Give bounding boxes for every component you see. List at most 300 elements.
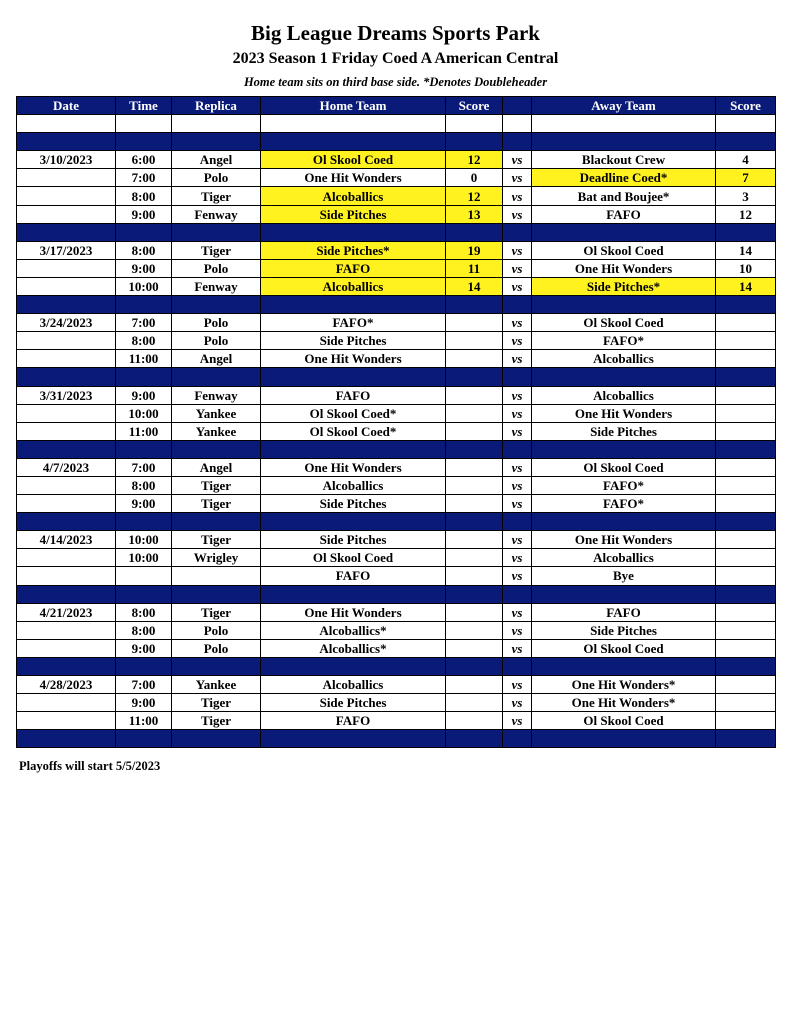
away-score [716, 495, 776, 513]
game-date: 4/21/2023 [17, 603, 116, 621]
game-time: 9:00 [116, 386, 172, 404]
game-time: 11:00 [116, 422, 172, 440]
week-separator [17, 657, 776, 675]
home-score [446, 495, 503, 513]
blank-cell [17, 115, 116, 133]
separator-cell [172, 513, 261, 531]
game-date [17, 350, 116, 368]
separator-cell [532, 440, 716, 458]
away-team: Alcoballics [532, 350, 716, 368]
game-replica: Fenway [172, 386, 261, 404]
separator-cell [116, 440, 172, 458]
blank-cell [172, 115, 261, 133]
game-date [17, 639, 116, 657]
game-row [17, 639, 776, 657]
away-team: Side Pitches* [532, 277, 716, 295]
home-score: 12 [446, 187, 503, 205]
away-score [716, 676, 776, 694]
home-team: One Hit Wonders [261, 169, 446, 187]
col-header-date: Date [17, 97, 116, 115]
away-score [716, 350, 776, 368]
separator-cell [17, 223, 116, 241]
game-date: 3/31/2023 [17, 386, 116, 404]
separator-cell [532, 513, 716, 531]
game-date [17, 712, 116, 730]
week-separator [17, 368, 776, 386]
away-team: One Hit Wonders* [532, 694, 716, 712]
vs-label: vs [503, 676, 532, 694]
vs-label: vs [503, 386, 532, 404]
game-time: 9:00 [116, 259, 172, 277]
blank-cell [116, 115, 172, 133]
home-team: Alcoballics [261, 187, 446, 205]
game-date [17, 169, 116, 187]
game-date [17, 476, 116, 494]
game-date [17, 187, 116, 205]
game-replica: Polo [172, 169, 261, 187]
game-date: 3/10/2023 [17, 151, 116, 169]
vs-label: vs [503, 241, 532, 259]
game-date [17, 621, 116, 639]
home-team: FAFO [261, 712, 446, 730]
game-time: 8:00 [116, 603, 172, 621]
home-score [446, 404, 503, 422]
col-header-time: Time [116, 97, 172, 115]
home-team: Alcoballics* [261, 639, 446, 657]
week-separator [17, 730, 776, 748]
home-score [446, 603, 503, 621]
home-score: 11 [446, 259, 503, 277]
separator-cell [716, 730, 776, 748]
game-date [17, 567, 116, 585]
away-score [716, 314, 776, 332]
separator-cell [116, 223, 172, 241]
game-row [17, 694, 776, 712]
game-row [17, 476, 776, 494]
week-separator [17, 585, 776, 603]
separator-cell [172, 133, 261, 151]
home-team: Alcoballics [261, 676, 446, 694]
col-header-away-team: Away Team [532, 97, 716, 115]
game-replica: Polo [172, 639, 261, 657]
game-replica: Polo [172, 259, 261, 277]
game-replica: Yankee [172, 404, 261, 422]
home-score: 13 [446, 205, 503, 223]
away-score: 14 [716, 241, 776, 259]
separator-cell [172, 657, 261, 675]
col-header-away-score: Score [716, 97, 776, 115]
game-date: 4/7/2023 [17, 458, 116, 476]
separator-cell [446, 133, 503, 151]
away-team: One Hit Wonders [532, 404, 716, 422]
away-score [716, 567, 776, 585]
game-time: 7:00 [116, 314, 172, 332]
game-date [17, 205, 116, 223]
separator-cell [716, 513, 776, 531]
game-time: 10:00 [116, 549, 172, 567]
separator-cell [261, 368, 446, 386]
blank-cell [716, 115, 776, 133]
away-score [716, 603, 776, 621]
separator-cell [532, 585, 716, 603]
home-team: One Hit Wonders [261, 603, 446, 621]
home-score [446, 314, 503, 332]
week-separator [17, 440, 776, 458]
home-team: Alcoballics* [261, 621, 446, 639]
away-score [716, 531, 776, 549]
away-team: Alcoballics [532, 386, 716, 404]
game-date [17, 259, 116, 277]
away-score [716, 332, 776, 350]
away-score: 7 [716, 169, 776, 187]
separator-cell [503, 296, 532, 314]
game-time: 6:00 [116, 151, 172, 169]
separator-cell [17, 730, 116, 748]
away-team: Ol Skool Coed [532, 458, 716, 476]
game-time: 8:00 [116, 476, 172, 494]
vs-label: vs [503, 458, 532, 476]
separator-cell [716, 585, 776, 603]
away-team: Bye [532, 567, 716, 585]
separator-cell [172, 368, 261, 386]
page-title: Big League Dreams Sports Park [251, 21, 540, 45]
blank-cell [503, 115, 532, 133]
away-score [716, 422, 776, 440]
separator-cell [716, 223, 776, 241]
separator-cell [503, 513, 532, 531]
vs-label: vs [503, 350, 532, 368]
game-row [17, 187, 776, 205]
home-team: Side Pitches [261, 205, 446, 223]
game-date: 3/24/2023 [17, 314, 116, 332]
separator-cell [261, 657, 446, 675]
game-row [17, 277, 776, 295]
week-separator [17, 133, 776, 151]
game-time [116, 567, 172, 585]
vs-label: vs [503, 332, 532, 350]
vs-label: vs [503, 422, 532, 440]
separator-cell [116, 657, 172, 675]
game-date: 4/14/2023 [17, 531, 116, 549]
game-row [17, 603, 776, 621]
game-replica: Tiger [172, 603, 261, 621]
vs-label: vs [503, 567, 532, 585]
vs-label: vs [503, 277, 532, 295]
game-row [17, 151, 776, 169]
separator-cell [716, 296, 776, 314]
game-time: 9:00 [116, 205, 172, 223]
vs-label: vs [503, 169, 532, 187]
vs-label: vs [503, 495, 532, 513]
vs-label: vs [503, 314, 532, 332]
game-row [17, 549, 776, 567]
away-team: FAFO* [532, 476, 716, 494]
separator-cell [446, 585, 503, 603]
game-replica: Fenway [172, 277, 261, 295]
home-team: Side Pitches [261, 495, 446, 513]
home-team: Side Pitches [261, 332, 446, 350]
separator-cell [172, 440, 261, 458]
separator-cell [116, 296, 172, 314]
separator-cell [261, 296, 446, 314]
separator-cell [17, 296, 116, 314]
home-team: Ol Skool Coed [261, 151, 446, 169]
away-team: Ol Skool Coed [532, 241, 716, 259]
away-score: 3 [716, 187, 776, 205]
separator-cell [261, 730, 446, 748]
game-time: 10:00 [116, 277, 172, 295]
blank-cell [446, 115, 503, 133]
game-time: 9:00 [116, 694, 172, 712]
separator-cell [116, 133, 172, 151]
home-score: 14 [446, 277, 503, 295]
game-time: 7:00 [116, 169, 172, 187]
away-team: Ol Skool Coed [532, 712, 716, 730]
game-time: 8:00 [116, 241, 172, 259]
home-score [446, 621, 503, 639]
separator-cell [116, 513, 172, 531]
game-time: 8:00 [116, 187, 172, 205]
separator-cell [532, 730, 716, 748]
game-row [17, 422, 776, 440]
game-replica: Polo [172, 621, 261, 639]
away-team: One Hit Wonders [532, 531, 716, 549]
schedule-note: Home team sits on third base side. *Denotes Doubleheader [243, 75, 548, 89]
game-row [17, 495, 776, 513]
away-team: Side Pitches [532, 621, 716, 639]
away-team: FAFO* [532, 495, 716, 513]
game-row [17, 205, 776, 223]
game-row [17, 169, 776, 187]
game-time: 10:00 [116, 531, 172, 549]
playoffs-note: Playoffs will start 5/5/2023 [19, 759, 161, 773]
game-replica: Angel [172, 458, 261, 476]
home-team: Ol Skool Coed [261, 549, 446, 567]
game-row [17, 404, 776, 422]
separator-cell [716, 657, 776, 675]
vs-label: vs [503, 476, 532, 494]
home-team: Alcoballics [261, 277, 446, 295]
home-score [446, 694, 503, 712]
game-row [17, 621, 776, 639]
vs-label: vs [503, 205, 532, 223]
separator-cell [17, 513, 116, 531]
separator-cell [716, 368, 776, 386]
week-separator [17, 513, 776, 531]
game-row [17, 332, 776, 350]
home-score [446, 567, 503, 585]
game-time: 7:00 [116, 458, 172, 476]
game-row [17, 531, 776, 549]
game-replica: Tiger [172, 476, 261, 494]
away-score [716, 621, 776, 639]
home-score [446, 422, 503, 440]
game-row [17, 567, 776, 585]
separator-cell [446, 223, 503, 241]
home-score [446, 639, 503, 657]
home-team: FAFO* [261, 314, 446, 332]
separator-cell [716, 133, 776, 151]
away-score [716, 549, 776, 567]
vs-label: vs [503, 259, 532, 277]
separator-cell [172, 585, 261, 603]
separator-cell [116, 730, 172, 748]
separator-cell [17, 657, 116, 675]
col-header-home-score: Score [446, 97, 503, 115]
separator-cell [532, 296, 716, 314]
game-replica [172, 567, 261, 585]
game-replica: Angel [172, 350, 261, 368]
game-replica: Tiger [172, 712, 261, 730]
game-replica: Yankee [172, 676, 261, 694]
home-team: Alcoballics [261, 476, 446, 494]
col-header-vs [503, 97, 532, 115]
separator-cell [532, 657, 716, 675]
blank-cell [532, 115, 716, 133]
week-separator [17, 296, 776, 314]
game-time: 10:00 [116, 404, 172, 422]
home-team: FAFO [261, 567, 446, 585]
home-score [446, 350, 503, 368]
game-time: 9:00 [116, 639, 172, 657]
separator-cell [446, 368, 503, 386]
vs-label: vs [503, 404, 532, 422]
away-team: FAFO [532, 205, 716, 223]
col-header-replica: Replica [172, 97, 261, 115]
game-replica: Tiger [172, 495, 261, 513]
away-team: Alcoballics [532, 549, 716, 567]
away-score [716, 386, 776, 404]
home-score [446, 332, 503, 350]
game-date [17, 332, 116, 350]
away-score: 10 [716, 259, 776, 277]
vs-label: vs [503, 531, 532, 549]
blank-row [17, 115, 776, 133]
game-row [17, 241, 776, 259]
home-team: One Hit Wonders [261, 458, 446, 476]
game-replica: Wrigley [172, 549, 261, 567]
home-team: One Hit Wonders [261, 350, 446, 368]
vs-label: vs [503, 639, 532, 657]
home-score [446, 476, 503, 494]
vs-label: vs [503, 712, 532, 730]
separator-cell [503, 223, 532, 241]
separator-cell [261, 513, 446, 531]
game-replica: Angel [172, 151, 261, 169]
separator-cell [261, 585, 446, 603]
game-row [17, 712, 776, 730]
separator-cell [172, 296, 261, 314]
separator-cell [446, 296, 503, 314]
separator-cell [172, 223, 261, 241]
separator-cell [503, 440, 532, 458]
home-team: Side Pitches [261, 694, 446, 712]
separator-cell [17, 585, 116, 603]
game-row [17, 676, 776, 694]
separator-cell [261, 133, 446, 151]
away-team: Bat and Boujee* [532, 187, 716, 205]
separator-cell [17, 133, 116, 151]
away-score: 12 [716, 205, 776, 223]
vs-label: vs [503, 694, 532, 712]
away-team: Blackout Crew [532, 151, 716, 169]
home-score [446, 676, 503, 694]
schedule-table [16, 96, 776, 748]
game-row [17, 259, 776, 277]
home-score: 12 [446, 151, 503, 169]
away-team: Ol Skool Coed [532, 639, 716, 657]
header-row [17, 97, 776, 115]
game-date [17, 549, 116, 567]
game-replica: Yankee [172, 422, 261, 440]
home-team: Ol Skool Coed* [261, 404, 446, 422]
away-team: Deadline Coed* [532, 169, 716, 187]
separator-cell [172, 730, 261, 748]
separator-cell [503, 133, 532, 151]
separator-cell [446, 513, 503, 531]
game-replica: Tiger [172, 187, 261, 205]
away-score: 4 [716, 151, 776, 169]
vs-label: vs [503, 549, 532, 567]
away-team: Ol Skool Coed [532, 314, 716, 332]
away-team: FAFO [532, 603, 716, 621]
away-score [716, 639, 776, 657]
game-date [17, 422, 116, 440]
vs-label: vs [503, 151, 532, 169]
page-subtitle: 2023 Season 1 Friday Coed A American Central [232, 50, 559, 67]
vs-label: vs [503, 603, 532, 621]
home-team: Ol Skool Coed* [261, 422, 446, 440]
game-replica: Tiger [172, 694, 261, 712]
away-team: Side Pitches [532, 422, 716, 440]
game-time: 11:00 [116, 350, 172, 368]
home-score [446, 531, 503, 549]
home-team: Side Pitches* [261, 241, 446, 259]
separator-cell [261, 440, 446, 458]
game-replica: Polo [172, 314, 261, 332]
away-score [716, 694, 776, 712]
vs-label: vs [503, 621, 532, 639]
home-score [446, 549, 503, 567]
game-time: 7:00 [116, 676, 172, 694]
separator-cell [446, 730, 503, 748]
separator-cell [261, 223, 446, 241]
home-score: 19 [446, 241, 503, 259]
game-date: 3/17/2023 [17, 241, 116, 259]
vs-label: vs [503, 187, 532, 205]
col-header-home-team: Home Team [261, 97, 446, 115]
separator-cell [532, 223, 716, 241]
separator-cell [716, 440, 776, 458]
separator-cell [17, 440, 116, 458]
home-team: Side Pitches [261, 531, 446, 549]
game-date [17, 404, 116, 422]
away-team: FAFO* [532, 332, 716, 350]
schedule-body [17, 115, 776, 748]
away-score [716, 712, 776, 730]
week-separator [17, 223, 776, 241]
game-time: 8:00 [116, 621, 172, 639]
game-replica: Polo [172, 332, 261, 350]
home-score [446, 712, 503, 730]
home-score [446, 386, 503, 404]
game-row [17, 350, 776, 368]
game-row [17, 314, 776, 332]
home-team: FAFO [261, 386, 446, 404]
game-row [17, 386, 776, 404]
away-team: One Hit Wonders [532, 259, 716, 277]
game-time: 11:00 [116, 712, 172, 730]
